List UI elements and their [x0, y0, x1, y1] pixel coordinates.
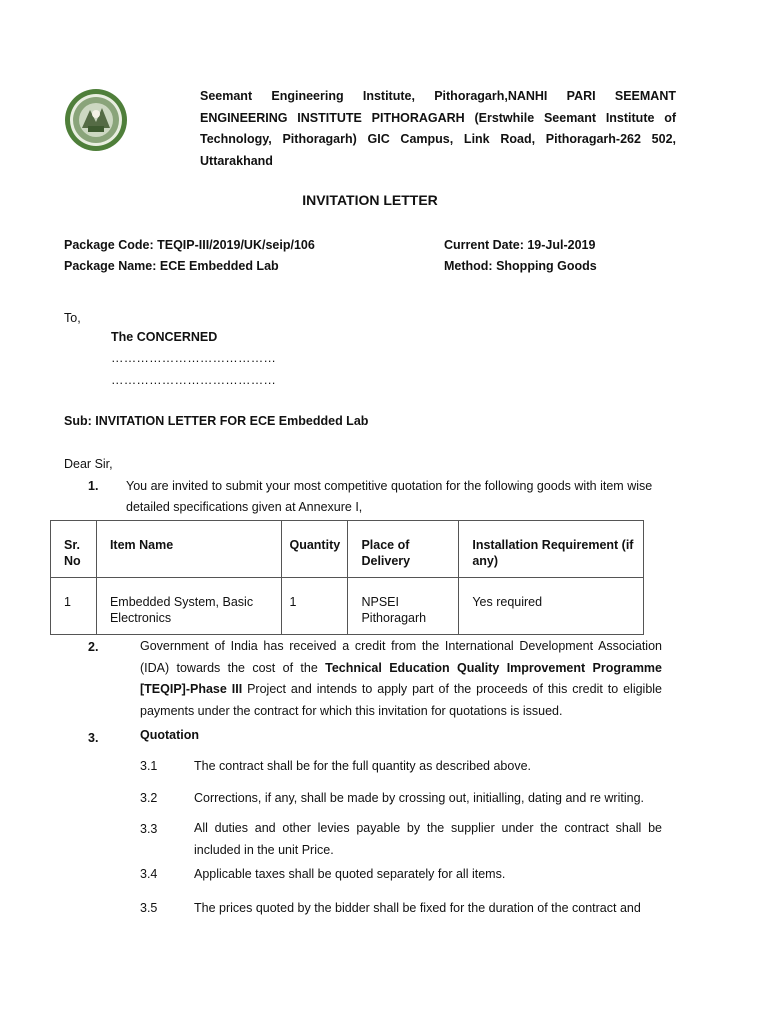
cell-quantity: 1	[282, 578, 348, 635]
clause-3-3-number: 3.3	[140, 822, 158, 836]
para-2-text-b: Project and intends to apply part of the proceeds of this credit to eligible payments under the contract for which this invitation for quotations is issued.	[140, 682, 662, 718]
to-label: To,	[64, 311, 81, 325]
items-table	[50, 520, 644, 635]
para-1-number: 1.	[88, 479, 99, 493]
clause-3-5-text: The prices quoted by the bidder shall be fixed for the duration of the contract and	[194, 901, 641, 915]
para-3-number: 3.	[88, 731, 99, 745]
table-header-row	[51, 521, 644, 578]
institute-logo-seal	[64, 88, 128, 152]
current-date: Current Date: 19-Jul-2019	[444, 238, 596, 252]
clause-3-2-text: Corrections, if any, shall be made by crossing out, initialling, dating and re writing.	[194, 791, 644, 805]
para-2-text	[140, 636, 662, 722]
quotation-heading: Quotation	[140, 728, 200, 742]
para-2-text-a: Government of India has received a credit from the International Development Association (IDA) towards the cost of the	[140, 639, 662, 675]
header-installation-requirement: Installation Requirement (if any)	[459, 521, 644, 578]
para-2-number: 2.	[88, 640, 99, 654]
clause-3-1-number: 3.1	[140, 759, 158, 773]
clause-3-1-text: The contract shall be for the full quantity as described above.	[194, 759, 531, 773]
cell-item-name: Embedded System, Basic Electronics	[96, 578, 282, 635]
para-1-line-1: You are invited to submit your most competitive quotation for the following goods with item wise	[126, 479, 653, 493]
header-quantity: Quantity	[282, 521, 348, 578]
package-code: Package Code: TEQIP-III/2019/UK/seip/106	[64, 238, 315, 252]
recipient-name: The CONCERNED	[111, 330, 218, 344]
clause-3-2-number: 3.2	[140, 791, 158, 805]
document-title: INVITATION LETTER	[302, 192, 438, 208]
table-row	[51, 578, 644, 635]
header-item-name: Item Name	[96, 521, 282, 578]
recipient-address-line-2: …………………………………	[111, 373, 277, 387]
clause-3-4-text: Applicable taxes shall be quoted separately for all items.	[194, 867, 506, 881]
package-name: Package Name: ECE Embedded Lab	[64, 259, 279, 273]
salutation: Dear Sir,	[64, 457, 113, 471]
subject-line: Sub: INVITATION LETTER FOR ECE Embedded Lab	[64, 414, 369, 428]
para-2-programme-name: Technical Education Quality Improvement Programme [TEQIP]-Phase III	[140, 660, 662, 696]
header-sr-no: Sr. No	[51, 521, 97, 578]
clause-3-4-number: 3.4	[140, 867, 158, 881]
cell-place-of-delivery: NPSEI Pithoragarh	[348, 578, 459, 635]
para-1-line-2: detailed specifications given at Annexure I,	[126, 500, 363, 514]
cell-sr-no: 1	[51, 578, 97, 635]
institute-address: Seemant Engineering Institute, Pithoragarh,NANHI PARI SEEMANT ENGINEERING INSTITUTE PITHORAGARH (Erstwhile Seemant Institute of Technology, Pithoragarh) GIC Campus, Link Road, Pithoragarh-262 502, Uttarakhand	[200, 89, 676, 168]
cell-installation: Yes required	[459, 578, 644, 635]
clause-3-5-number: 3.5	[140, 901, 158, 915]
recipient-address-line-1: …………………………………	[111, 351, 277, 365]
clause-3-3-text: All duties and other levies payable by the supplier under the contract shall be included in the unit Price.	[194, 821, 662, 857]
procurement-method: Method: Shopping Goods	[444, 259, 597, 273]
header-place-of-delivery: Place of Delivery	[348, 521, 459, 578]
